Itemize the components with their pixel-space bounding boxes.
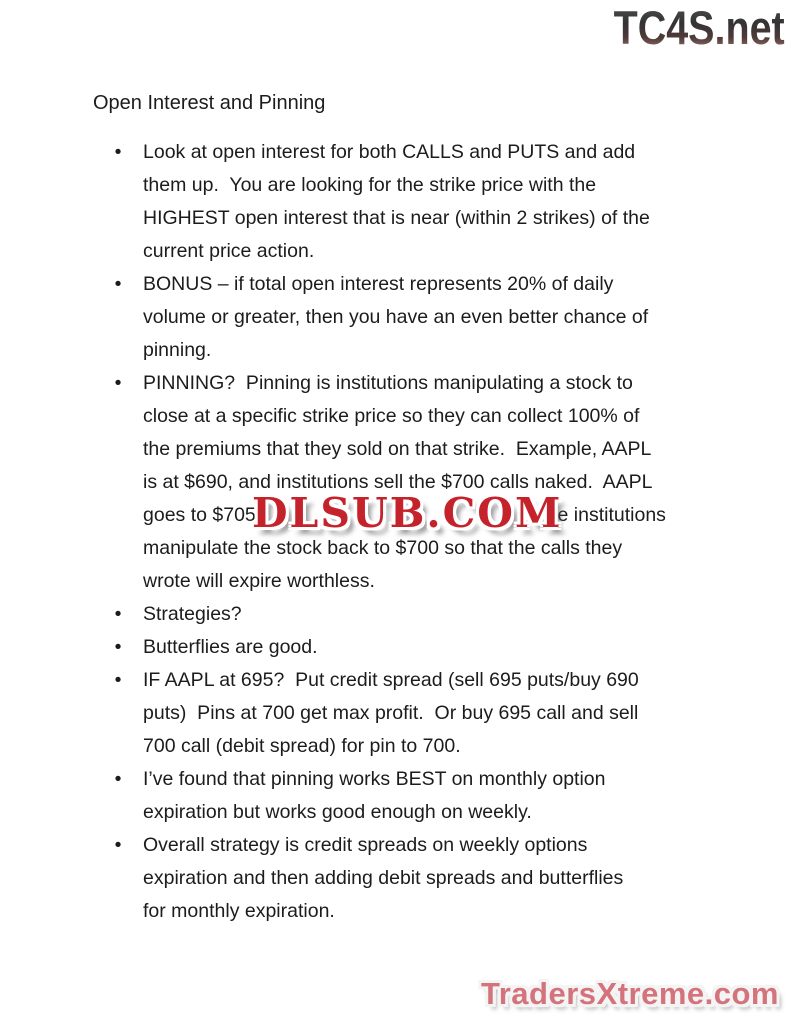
bullet-marker: •	[114, 603, 122, 625]
bullet-marker: •	[114, 372, 122, 394]
bullet-line: IF AAPL at 695? Put credit spread (sell 695 puts/buy 690	[143, 669, 639, 691]
list-item	[93, 268, 666, 367]
page-title: Open Interest and Pinning	[93, 92, 326, 114]
bullet-lines	[143, 631, 666, 664]
bullet-marker: •	[114, 636, 122, 658]
tc4s-logo: TC4S.net	[613, 1, 785, 54]
bullet-line: puts) Pins at 700 get max profit. Or buy 695 call and sell	[143, 702, 639, 724]
bullet-line: current price action.	[143, 240, 315, 262]
bullet-line: expiration but works good enough on weekly.	[143, 801, 532, 823]
bullet-line: pinning.	[143, 339, 212, 361]
bullet-line: manipulate the stock back to $700 so that the calls they	[143, 537, 623, 559]
bullet-lines	[143, 829, 666, 928]
bullet-line: Look at open interest for both CALLS and PUTS and add	[143, 141, 636, 163]
bullet-marker: •	[114, 834, 122, 856]
bullet-marker: •	[114, 141, 122, 163]
bullet-lines	[143, 664, 666, 763]
tradersxtreme-logo: TradersXtreme.com	[481, 976, 779, 1011]
bullet-line: 700 call (debit spread) for pin to 700.	[143, 735, 461, 757]
list-item	[93, 664, 666, 763]
bullet-line: them up. You are looking for the strike price with the	[143, 174, 597, 196]
bullet-lines	[143, 763, 666, 829]
bullet-lines	[143, 136, 666, 268]
bullet-line-left: goes to $705	[143, 504, 256, 526]
list-item	[93, 367, 666, 598]
bullet-line: Overall strategy is credit spreads on weekly options	[143, 834, 588, 856]
bullet-line-right: se institutions	[547, 504, 666, 526]
bullet-line: for monthly expiration.	[143, 900, 335, 922]
bullet-marker: •	[114, 768, 122, 790]
bullet-lines	[143, 268, 666, 367]
bullet-line: wrote will expire worthless.	[143, 570, 375, 592]
bullet-lines	[143, 598, 666, 631]
list-item	[93, 763, 666, 829]
bullet-line: close at a specific strike price so they can collect 100% of	[143, 405, 640, 427]
dlsub-watermark: DLSUB.COM	[252, 489, 563, 537]
bullet-line: the premiums that they sold on that strike. Example, AAPL	[143, 438, 652, 460]
bullet-marker: •	[114, 669, 122, 691]
list-item	[93, 829, 666, 928]
bullet-line: Strategies?	[143, 603, 242, 625]
bullet-line: volume or greater, then you have an even better chance of	[143, 306, 649, 328]
bullet-lines	[143, 367, 666, 598]
bullet-line: expiration and then adding debit spreads and butterflies	[143, 867, 624, 889]
list-item	[93, 136, 666, 268]
bullet-line: is at $690, and institutions sell the $700 calls naked. AAPL	[143, 471, 653, 493]
bullet-line: HIGHEST open interest that is near (within 2 strikes) of the	[143, 207, 650, 229]
list-item	[93, 631, 666, 664]
bullet-line: I’ve found that pinning works BEST on monthly option	[143, 768, 606, 790]
bullet-line: BONUS – if total open interest represents 20% of daily	[143, 273, 614, 295]
list-item	[93, 598, 666, 631]
bullet-marker: •	[114, 273, 122, 295]
bullet-line: PINNING? Pinning is institutions manipulating a stock to	[143, 372, 633, 394]
bullet-line: Butterflies are good.	[143, 636, 318, 658]
